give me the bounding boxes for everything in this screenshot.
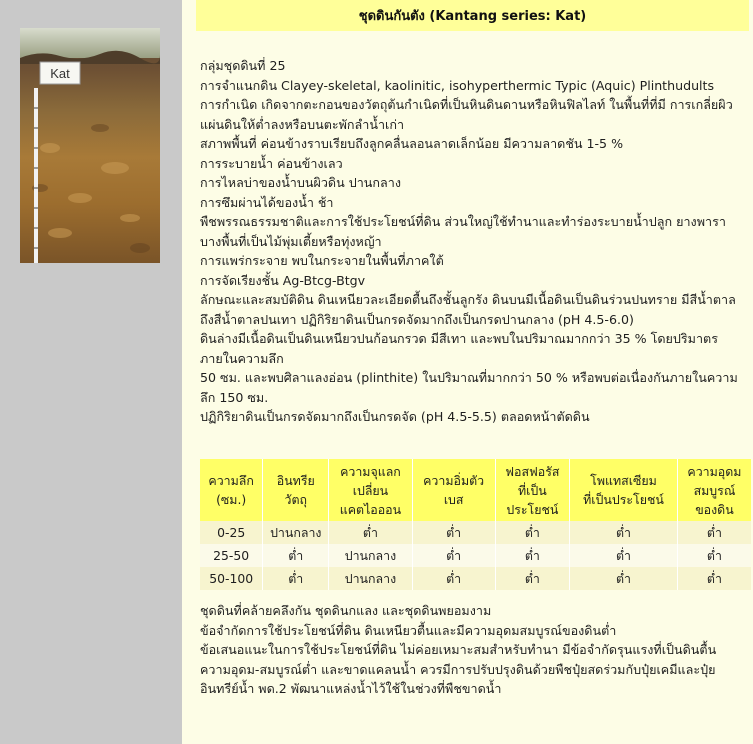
table-cell: ต่ำ (570, 567, 678, 590)
table-header-text: ความจุแลก (340, 463, 401, 479)
description-line: บางพื้นที่เป็นไม้พุ่มเตี้ยหรือทุ่งหญ้า (200, 233, 382, 249)
table-cell: ต่ำ (677, 544, 751, 567)
page-title: ชุดดินกันตัง (Kantang series: Kat) (358, 9, 587, 24)
table-header-text: ที่เป็น (517, 482, 547, 498)
soil-recommendations (200, 601, 750, 699)
table-cell: ต่ำ (263, 567, 329, 590)
table-cell: ต่ำ (263, 544, 329, 567)
table-cell: ต่ำ (495, 567, 569, 590)
description-line: แผ่นดินให้ต่ำลงหรือบนตะพักลำน้ำเก่า (200, 116, 405, 132)
table-cell: 25-50 (200, 544, 263, 567)
description-line: 50 ซม. และพบศิลาแลงอ่อน (plinthite) ในปริมาณที่มากกว่า 50 % หรือพบต่อเนื่องกันภายในความ (200, 370, 738, 385)
table-cell: ต่ำ (412, 544, 495, 567)
page-title-bar (196, 0, 749, 31)
table-header-cell (200, 459, 263, 521)
description-line: การไหลบ่าของน้ำบนผิวดิน ปานกลาง (200, 175, 401, 190)
table-row (200, 521, 751, 544)
description-line: การจำแนกดิน Clayey-skeletal, kaolinitic, isohyperthermic Typic (Aquic) Plinthudults (200, 77, 715, 93)
table-cell: ต่ำ (412, 521, 495, 544)
table-header-row (200, 459, 751, 521)
recommendation-line: ข้อเสนอแนะในการใช้ประโยชน์ที่ดิน ไม่ค่อยเหมาะสมสำหรับทำนา มีข้อจำกัดรุนแรงที่เป็นดินตื้น (200, 642, 717, 657)
main-content (182, 0, 753, 744)
description-line: ลักษณะและสมบัติดิน ดินเหนียวละเอียดตื้นถึงชั้นลูกรัง ดินบนมีเนื้อดินเป็นดินร่วนปนทราย มีสีน้ำตาล (200, 292, 736, 307)
table-cell: ต่ำ (570, 521, 678, 544)
table-header-text: แคตไอออน (339, 501, 402, 517)
table-header-cell (263, 459, 329, 521)
description-line: สภาพพื้นที่ ค่อนข้างราบเรียบถึงลูกคลื่นลอนลาดเล็กน้อย มีความลาดชัน 1-5 % (200, 136, 624, 151)
table-header-cell (677, 459, 751, 521)
recommendation-line: ข้อจำกัดการใช้ประโยชน์ที่ดิน ดินเหนียวตื้นและมีความอุดมสมบูรณ์ของดินต่ำ (200, 622, 617, 638)
table-cell: ต่ำ (329, 521, 412, 544)
soil-description (200, 56, 750, 427)
table-header-cell (329, 459, 412, 521)
table-cell: ปานกลาง (329, 544, 412, 567)
table-header-text: ความอิ่มตัว (423, 473, 485, 488)
soil-fertility-table-wrap (200, 459, 751, 590)
description-line: การระบายน้ำ ค่อนข้างเลว (200, 155, 343, 171)
table-header-text: (ซม.) (216, 492, 247, 507)
table-cell: ต่ำ (495, 521, 569, 544)
table-header-text: โพแทสเซียม (590, 473, 657, 488)
soil-profile-photo (20, 28, 160, 263)
table-header-text: เบส (443, 492, 464, 507)
recommendation-line: ชุดดินที่คล้ายคลึงกัน ชุดดินกแลง และชุดดินพยอมงาม (200, 603, 492, 618)
table-cell: ปานกลาง (263, 521, 329, 544)
description-line: ถึงสีน้ำตาลปนเทา ปฏิกิริยาดินเป็นกรดจัดมากถึงเป็นกรดปานกลาง (pH 4.5-6.0) (200, 311, 634, 327)
table-cell: ต่ำ (495, 544, 569, 567)
description-line: ปฏิกิริยาดินเป็นกรดจัดมากถึงเป็นกรดจัด (pH 4.5-5.5) ตลอดหน้าตัดดิน (200, 409, 590, 424)
photo-sign-label: Kat (50, 66, 70, 81)
table-header-text: ของดิน (695, 501, 734, 517)
table-cell: 0-25 (200, 521, 263, 544)
description-line: การซึมผ่านได้ของน้ำ ช้า (200, 194, 334, 210)
table-header-text: ที่เป็นประโยชน์ (583, 492, 664, 507)
table-cell: ต่ำ (412, 567, 495, 590)
table-cell: ต่ำ (677, 567, 751, 590)
description-line: ดินล่างมีเนื้อดินเป็นดินเหนียวปนก้อนกรวด มีสีเทา และพบในปริมาณมากกว่า 35 % โดยปริมาตร (200, 331, 718, 346)
table-cell: ปานกลาง (329, 567, 412, 590)
description-line: การจัดเรียงชั้น Ag-Btcg-Btgv (200, 272, 366, 288)
table-header-text: อินทรีย (276, 473, 315, 488)
table-header-cell (570, 459, 678, 521)
recommendation-line: อินทรีย์น้ำ พด.2 พัฒนาแหล่งน้ำไว้ใช้ในช่วงที่พืชขาดน้ำ (200, 681, 502, 696)
table-header-cell (495, 459, 569, 521)
description-line: ภายในความลึก (200, 350, 284, 366)
table-header-text: วัตถุ (284, 492, 308, 507)
soil-fertility-table (200, 459, 751, 590)
table-row (200, 567, 751, 590)
table-cell: ต่ำ (677, 521, 751, 544)
table-cell: ต่ำ (570, 544, 678, 567)
description-line: การกำเนิด เกิดจากตะกอนของวัตถุต้นกำเนิดที่เป็นหินดินดานหรือหินฟิลไลท์ ในพื้นที่ที่มี การเกลี่ยผิว (200, 97, 733, 112)
table-cell: 50-100 (200, 567, 263, 590)
table-header-text: ฟอสฟอรัส (505, 463, 560, 479)
table-header-text: ประโยชน์ (506, 501, 559, 517)
table-row (200, 544, 751, 567)
description-line: กลุ่มชุดดินที่ 25 (200, 58, 286, 73)
recommendation-line: ความอุดม-สมบูรณ์ต่ำ และขาดแคลนน้ำ ควรมีการปรับปรุงดินด้วยพืชปุ๋ยสดร่วมกับปุ๋ยเคมีและปุ๋ย (200, 661, 716, 677)
sidebar (0, 0, 182, 744)
table-header-text: ความลึก (208, 473, 254, 488)
table-header-cell (412, 459, 495, 521)
description-line: พืชพรรณธรรมชาติและการใช้ประโยชน์ที่ดิน ส่วนใหญ่ใช้ทำนาและทำร่องระบายน้ำปลูก ยางพารา (200, 214, 726, 229)
table-header-text: ความอุดม (687, 463, 742, 479)
table-header-text: เปลี่ยน (352, 482, 389, 498)
table-header-text: สมบูรณ์ (693, 482, 736, 498)
description-line: ลึก 150 ซม. (200, 389, 269, 405)
description-line: การแพร่กระจาย พบในกระจายในพื้นที่ภาคใต้ (200, 253, 444, 268)
